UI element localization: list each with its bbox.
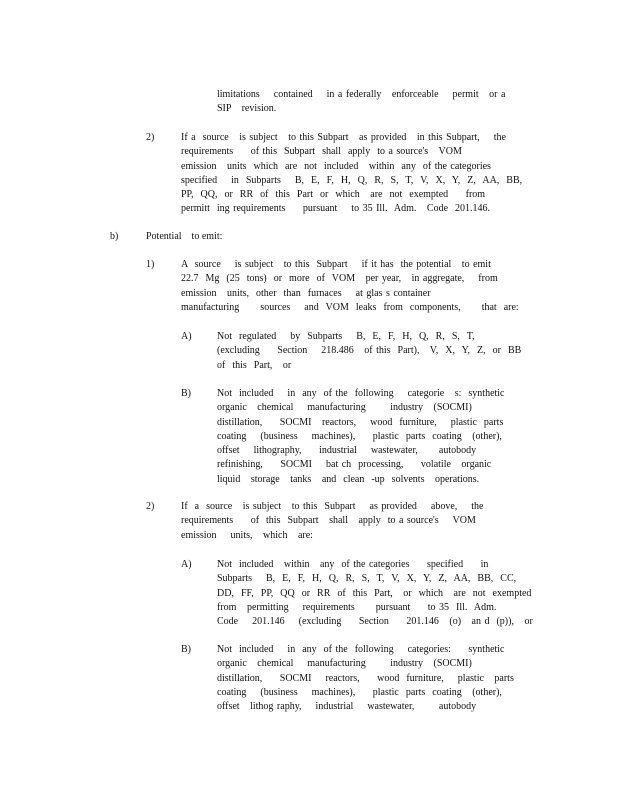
item-b2A-paragraph [217, 558, 533, 629]
text-line: Not included within any of the categories specified in [217, 559, 489, 570]
text-line: distillation, SOCMI reactors, wood furniture, plastic parts [217, 416, 504, 428]
text-line: specified in Subparts B, E, F, H, Q, R, S, T, V, X, Y, Z, AA, BB, [181, 174, 523, 186]
section-b-label: b) [110, 231, 119, 242]
text-line: PP, QQ, or RR of this Part or which are not exempted from [181, 189, 486, 201]
text-line: Code 201.146 (excluding Section 201.146 (o) an d (p)), or [217, 616, 533, 628]
text-line: coating (business machines), plastic parts coating (other), [217, 686, 502, 698]
text-line: If a source is subject to this Subpart as provided in this Subpart, the [181, 132, 506, 143]
text-line: emission units, other than furnaces at glas s container [181, 287, 431, 299]
text-line: organic chemical manufacturing industry (SOCMI) [217, 402, 472, 414]
text-line: from permitting requirements pursuant to 35 Ill. Adm. [217, 601, 497, 613]
text-line: (excluding Section 218.486 of this Part), V, X, Y, Z, or BB [217, 345, 522, 357]
item-b1-label: 1) [146, 259, 155, 270]
text-line: distillation, SOCMI reactors, wood furniture, plastic parts [217, 672, 514, 684]
text-line: Not included in any of the following categorie s: synthetic [217, 388, 505, 399]
text-line: offset lithography, industrial wastewater, autobody [217, 445, 477, 457]
item-b1-paragraph [181, 258, 519, 315]
item-b1A-paragraph [217, 330, 521, 373]
text-line: emission units, which are: [181, 529, 313, 541]
text-line: emission units which are not included within any of the categories [181, 160, 491, 172]
text-line: liquid storage tanks and clean -up solvents operations. [217, 473, 480, 485]
text-line: refinishing, SOCMI bat ch processing, volatile organic [217, 459, 492, 471]
text-line: limitations contained in a federally enforceable permit or a [217, 89, 506, 100]
text-line: If a source is subject to this Subpart as provided above, the [181, 501, 484, 512]
item-b2-label: 2) [146, 501, 155, 512]
item-b1B-label: B) [181, 388, 191, 399]
text-line: offset lithog raphy, industrial wastewater, autobody [217, 701, 477, 713]
text-line: 22.7 Mg (25 tons) or more of VOM per year, in aggregate, from [181, 273, 498, 285]
continuation-paragraph [217, 88, 505, 117]
text-line: A source is subject to this Subpart if it has the potential to emit [181, 259, 491, 270]
text-line: organic chemical manufacturing industry (SOCMI) [217, 658, 472, 670]
item-b2B-paragraph [217, 643, 514, 714]
item-a2-label: 2) [146, 132, 155, 143]
text-line: Not regulated by Subparts B, E, F, H, Q, R, S, T, [217, 331, 475, 342]
text-line: requirements of this Subpart shall apply to a source's VOM [181, 146, 462, 158]
text-line: permitt ing requirements pursuant to 35 Ill. Adm. Code 201.146. [181, 203, 491, 215]
section-b-heading: Potential to emit: [146, 231, 223, 242]
text-line: SIP revision. [217, 103, 277, 115]
item-b1A-label: A) [181, 331, 192, 342]
item-b2A-label: A) [181, 559, 192, 570]
text-line: DD, FF, PP, QQ or RR of this Part, or which are not exempted [217, 587, 532, 599]
item-b2B-label: B) [181, 644, 191, 655]
text-line: Subparts B, E, F, H, Q, R, S, T, V, X, Y, Z, AA, BB, CC, [217, 573, 517, 585]
item-b1B-paragraph [217, 387, 505, 487]
item-b2-paragraph [181, 500, 484, 543]
text-line: Not included in any of the following categories: synthetic [217, 644, 505, 655]
item-a2-paragraph [181, 131, 522, 217]
text-line: of this Part, or [217, 359, 292, 371]
text-line: manufacturing sources and VOM leaks from components, that are: [181, 301, 519, 313]
text-line: coating (business machines), plastic parts coating (other), [217, 430, 502, 442]
text-line: requirements of this Subpart shall apply to a source's VOM [181, 515, 476, 527]
